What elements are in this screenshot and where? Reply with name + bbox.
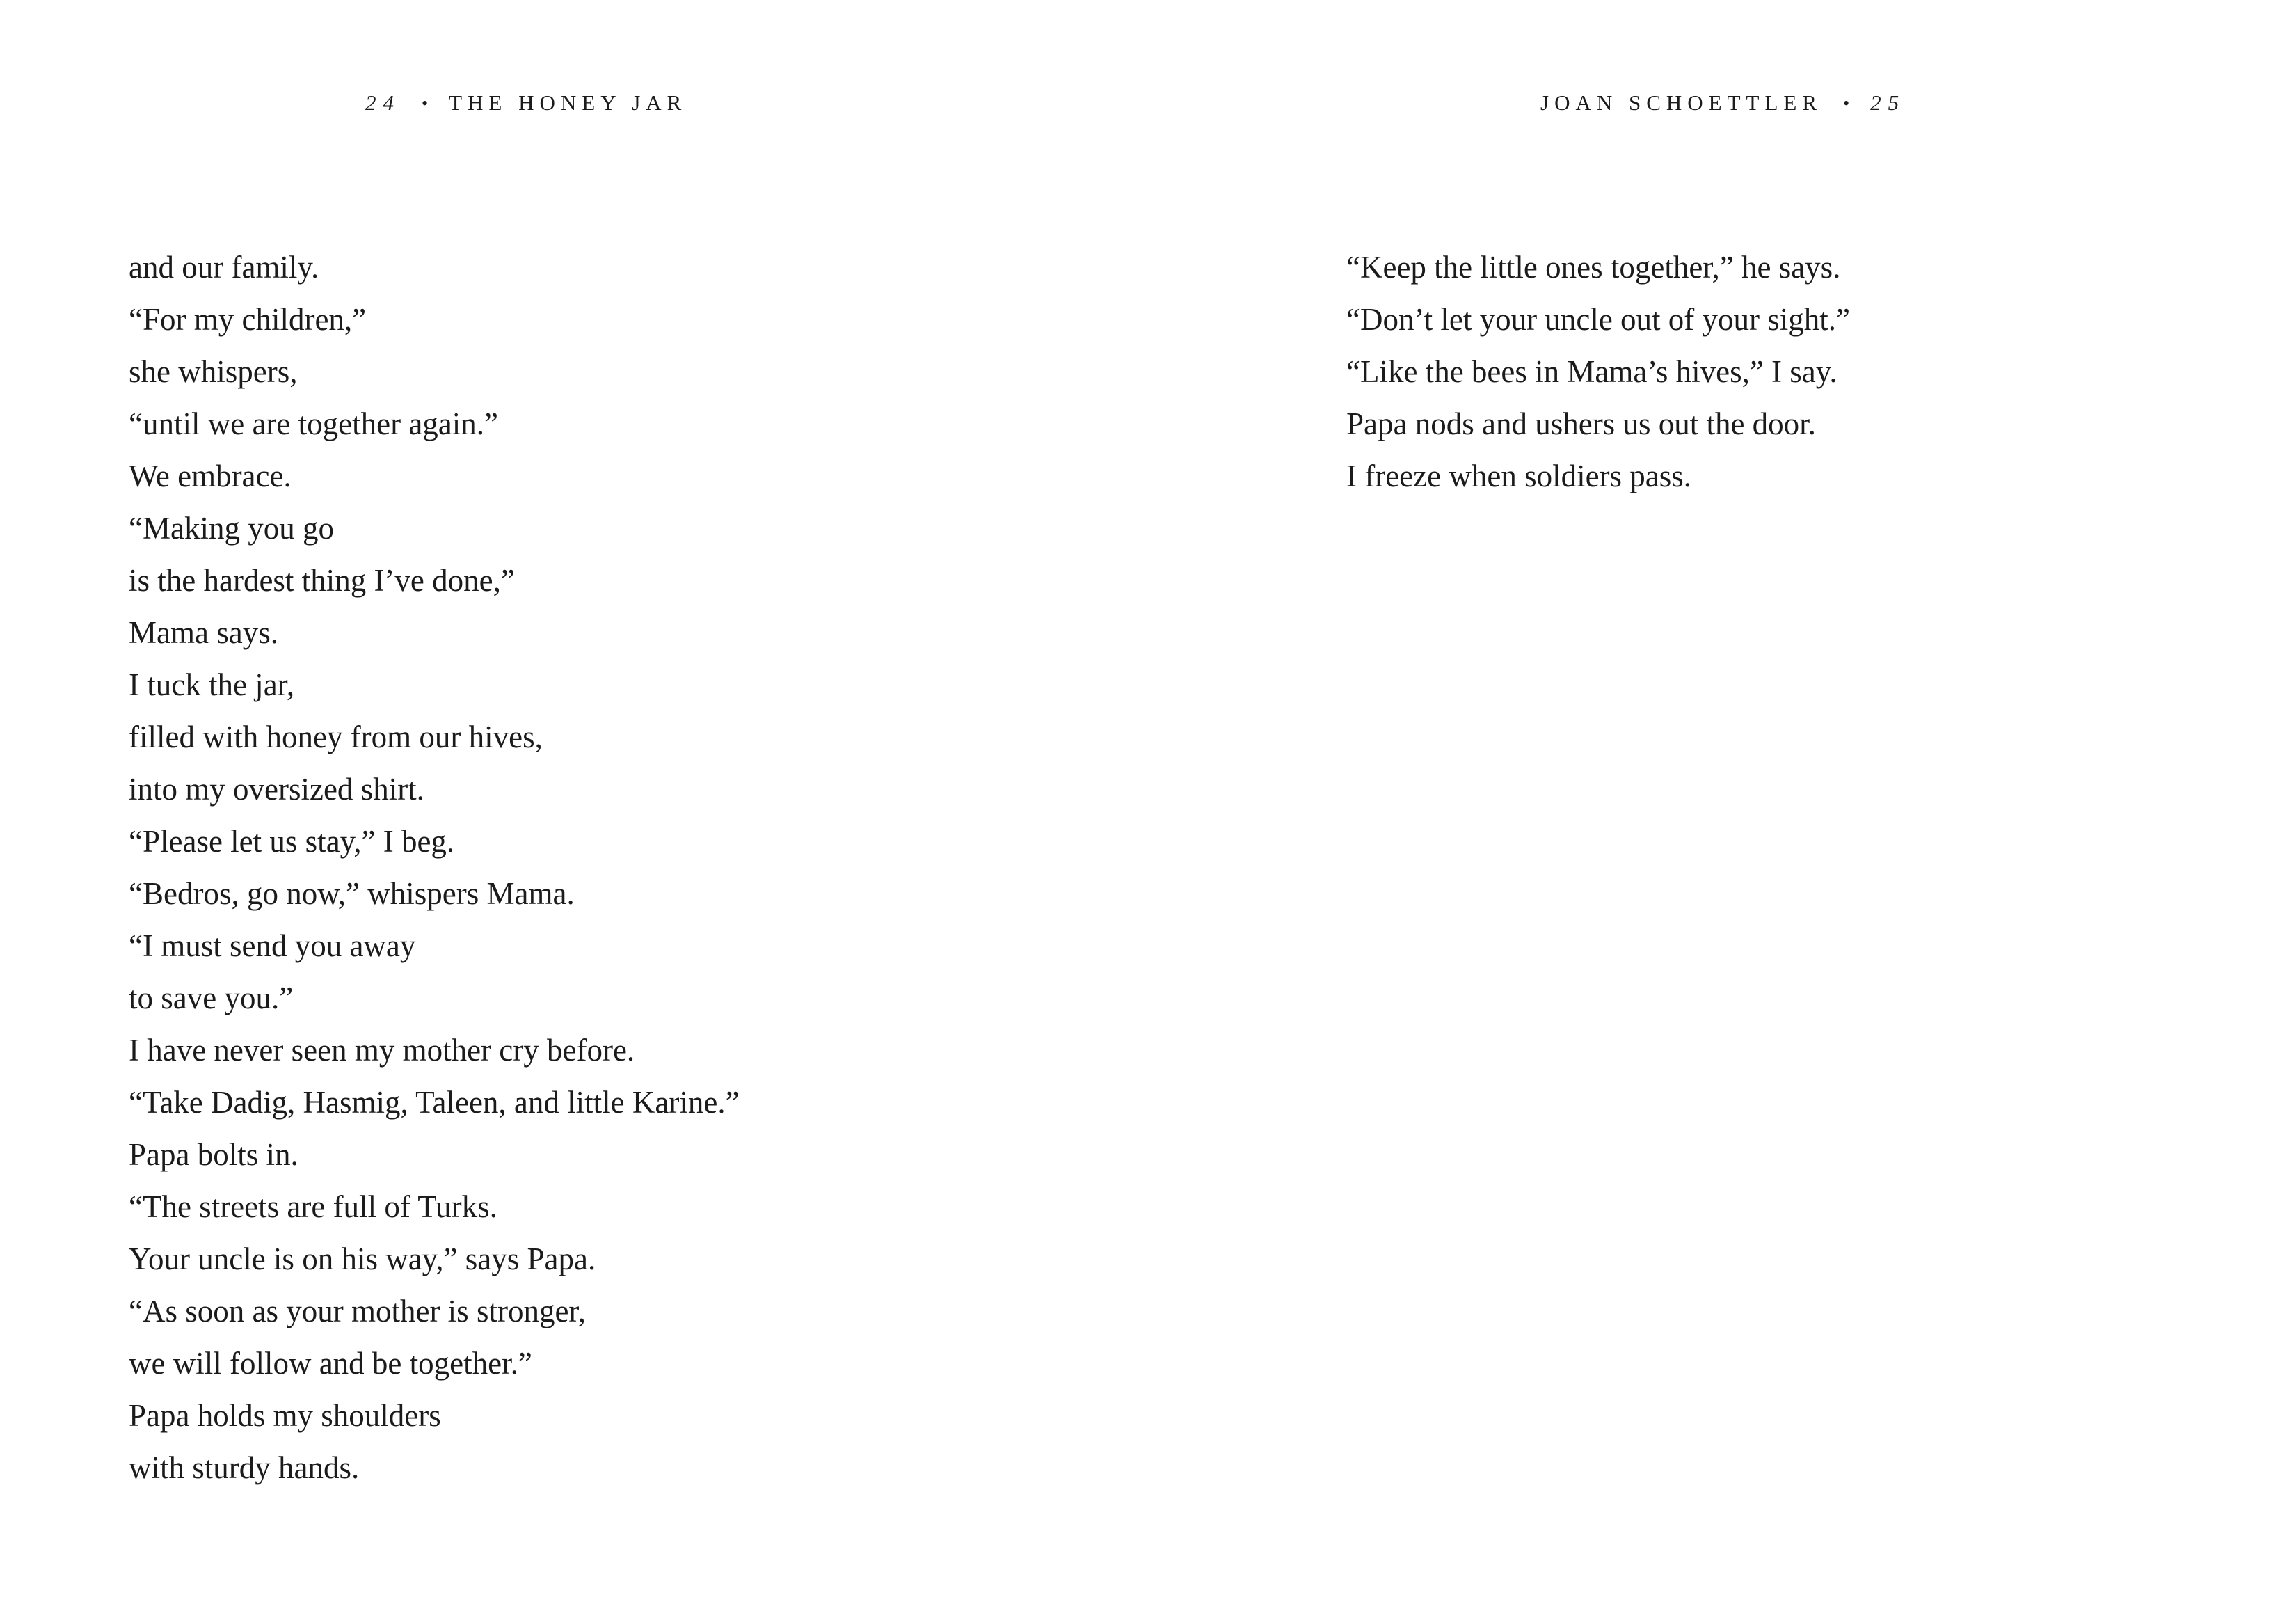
poem-line: “The streets are full of Turks. bbox=[129, 1189, 497, 1224]
poem-line: I freeze when soldiers pass. bbox=[1346, 459, 1692, 493]
right-running-head bbox=[1540, 88, 1906, 118]
poem-line: “Keep the little ones together,” he says. bbox=[1346, 250, 1841, 285]
poem-line: and our family. bbox=[129, 250, 319, 285]
header-bullet-icon: • bbox=[1843, 93, 1850, 113]
poem-line: “Bedros, go now,” whispers Mama. bbox=[129, 876, 575, 911]
left-poem-text bbox=[129, 241, 1117, 1494]
poem-line: “Don’t let your uncle out of your sight.” bbox=[1346, 302, 1851, 337]
poem-line: “For my children,” bbox=[129, 302, 367, 337]
left-running-head bbox=[365, 88, 687, 118]
poem-line: We embrace. bbox=[129, 459, 292, 493]
poem-line: filled with honey from our hives, bbox=[129, 720, 543, 754]
poem-line: I have never seen my mother cry before. bbox=[129, 1033, 635, 1068]
poem-line: Papa holds my shoulders bbox=[129, 1398, 441, 1433]
right-poem-text bbox=[1346, 241, 2251, 502]
header-bullet-icon: • bbox=[422, 93, 429, 113]
poem-line: “As soon as your mother is stronger, bbox=[129, 1294, 586, 1328]
poem-line: into my oversized shirt. bbox=[129, 772, 424, 807]
right-page-number: 25 bbox=[1870, 90, 1906, 115]
poem-line: “I must send you away bbox=[129, 928, 416, 963]
poem-line: Your uncle is on his way,” says Papa. bbox=[129, 1242, 596, 1276]
poem-line: “Take Dadig, Hasmig, Taleen, and little Karine.” bbox=[129, 1085, 740, 1120]
poem-line: Papa nods and ushers us out the door. bbox=[1346, 406, 1816, 441]
poem-line: “until we are together again.” bbox=[129, 406, 498, 441]
poem-line: Mama says. bbox=[129, 615, 278, 650]
poem-line: to save you.” bbox=[129, 981, 294, 1015]
poem-line: “Making you go bbox=[129, 511, 334, 546]
left-page-number: 24 bbox=[365, 90, 401, 115]
poem-line: with sturdy hands. bbox=[129, 1450, 360, 1485]
poem-line: Papa bolts in. bbox=[129, 1137, 298, 1172]
poem-line: I tuck the jar, bbox=[129, 667, 295, 702]
author-name: JOAN SCHOETTLER bbox=[1540, 90, 1823, 115]
poem-line: she whispers, bbox=[129, 354, 298, 389]
book-title: THE HONEY JAR bbox=[449, 90, 687, 115]
poem-line: “Like the bees in Mama’s hives,” I say. bbox=[1346, 354, 1837, 389]
poem-line: is the hardest thing I’ve done,” bbox=[129, 563, 515, 598]
poem-line: we will follow and be together.” bbox=[129, 1346, 532, 1381]
poem-line: “Please let us stay,” I beg. bbox=[129, 824, 455, 859]
